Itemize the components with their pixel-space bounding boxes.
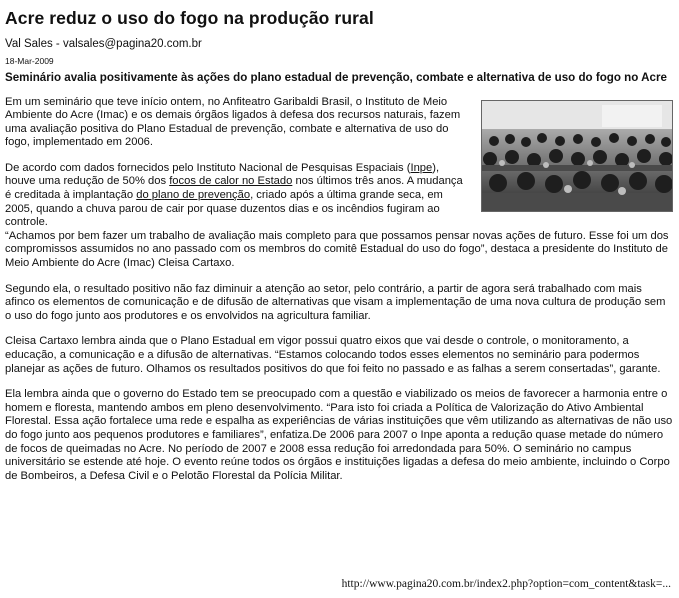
article-paragraph-6: Ela lembra ainda que o governo do Estado tem se preocupado com a questão e viabilizado os meios de favorecer a harmonia entre o homem e floresta, mantendo ambos em pleno desenvolvimento. “Para isto foi criada a Política de Valorização do Ativo Ambiental Florestal. Essa ação fortalece uma rede e espalha as experiências de várias instituições que vêm utilizando as alternativas de não uso do fogo junto aos pequenos produtores e familiares”, enfatiza.De 2006 para 2007 o Inpe aponta a redução quase metade do número de focos de queimadas no Acre. No período de 2007 e 2008 essa redução foi arredondada para 50%. O seminário no campus universitário se estende até hoje. O evento reúne todos os órgãos e instituições ligadas a defesa do meio ambiente, incluindo o Corpo de Bombeiros, a Defesa Civil e o Pelotão Florestal da Polícia Militar. xyxy=(5,388,673,482)
article-title: Acre reduz o uso do fogo na produção rural xyxy=(5,8,374,28)
seminar-photo-image xyxy=(482,101,672,211)
article-paragraph-1: Em um seminário que teve início ontem, no Anfiteatro Garibaldi Brasil, o Instituto de Meio Ambiente do Acre (Imac) e os demais órgãos ligados à defesa dos recursos naturais, fazem uma avaliação positiva do Plano Estadual de prevenção, combate e alternativa de uso do fogo, implementado em 2006. xyxy=(5,95,461,149)
plano-de-prevencao-link[interactable]: do plano de prevenção xyxy=(136,189,251,202)
article-body xyxy=(5,96,673,484)
focos-de-calor-link[interactable]: focos de calor no Estado xyxy=(169,175,293,188)
paragraph-2-text-a: De acordo com dados fornecidos pelo Instituto Nacional de Pesquisas Espaciais ( xyxy=(5,161,411,174)
inpe-link[interactable]: Inpe xyxy=(410,161,433,174)
article xyxy=(5,8,673,495)
paragraph-2-text-d: , criado após a última grande seca, em 2005, quando a chuva parou de cair por quase duzentos dias e os incêndios fugiram ao controle. xyxy=(5,189,443,229)
article-paragraph-3: “Achamos por bem fazer um trabalho de avaliação mais completo para que possamos pensar novas ações de futuro. Esse foi um dos compromissos assumidos no ano passado com os membros do comitê Estadual do uso do fogo”, destaca a presidente do Instituto de Meio Ambiente do Acre (Imac) Cleisa Cartaxo. xyxy=(5,229,669,270)
source-url: http://www.pagina20.com.br/index2.php?option=com_content&task=... xyxy=(341,578,671,590)
paragraph-2-text-b: ), houve uma redução de 50% dos xyxy=(5,161,440,188)
article-paragraph-4: Segundo ela, o resultado positivo não faz diminuir a atenção ao setor, pelo contrário, a partir de agora será trabalhado com mais afinco os elementos de comunicação e de difusão de alternativas que visam a implementação de uma nova cultura de produção sem o uso do fogo junto aos produtores e os envolvidos na agricultura familiar. xyxy=(5,282,666,322)
article-byline: Val Sales - valsales@pagina20.com.br xyxy=(5,38,202,50)
article-subtitle: Seminário avalia positivamente às ações do plano estadual de prevenção, combate e alternativa de uso do fogo no Acre xyxy=(5,71,667,84)
seminar-audience-photo xyxy=(481,100,673,212)
paragraph-2-text-c: nos últimos três anos. A mudança é creditada à implantação xyxy=(5,175,463,202)
article-paragraph-5: Cleisa Cartaxo lembra ainda que o Plano Estadual em vigor possui quatro eixos que vai desde o controle, o monitoramento, a educação, a comunicação e a difusão de alternativas. “Estamos colocando todos esses elementos no seminário para podermos planejar as ações de futuro. Olhamos os resultados positivos do que foi feito no passado e as falhas a serem consertadas”, garante. xyxy=(5,335,661,375)
article-date: 18-Mar-2009 xyxy=(5,56,54,66)
